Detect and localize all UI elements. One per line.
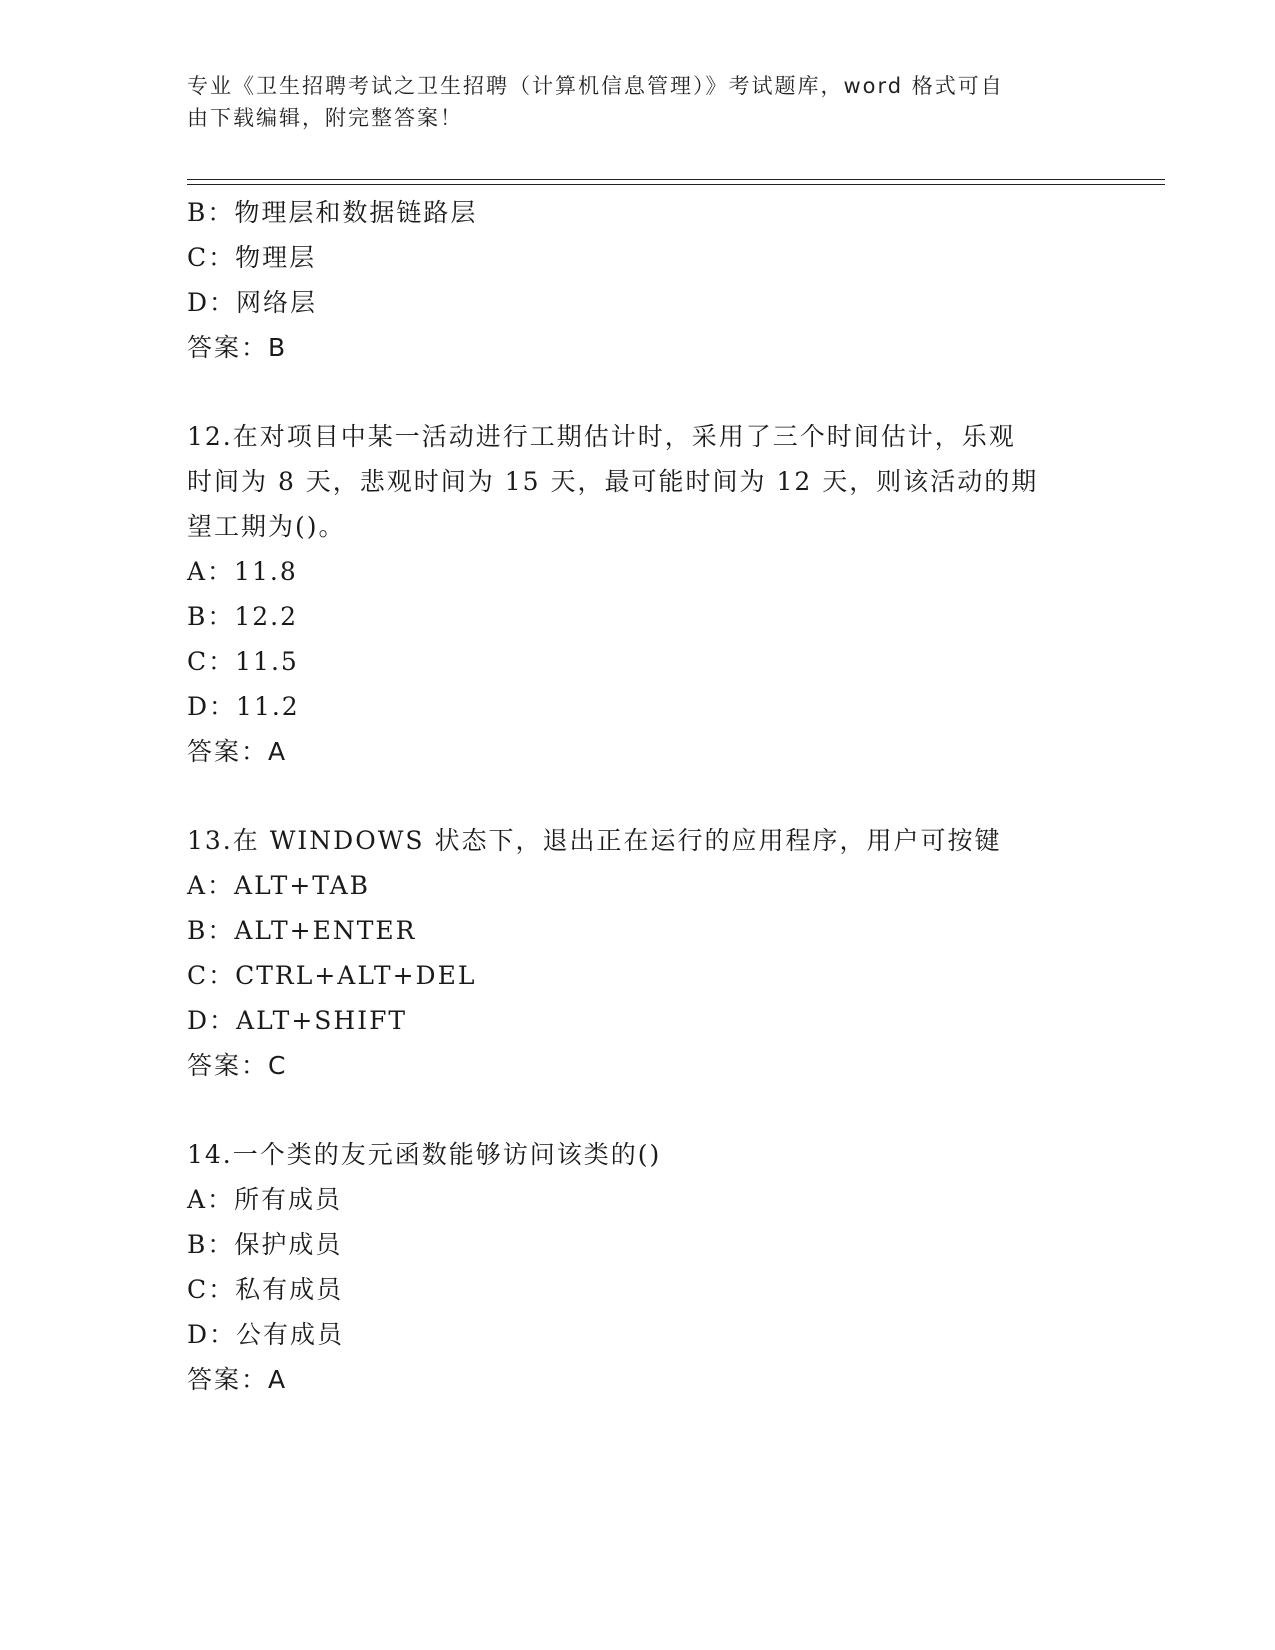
- header-rule-top: [187, 179, 1165, 180]
- option-d: D：ALT+SHIFT: [187, 1006, 408, 1035]
- answer-line: 答案：A: [187, 737, 288, 766]
- question-12-text-line: 时间为 8 天，悲观时间为 15 天，最可能时间为 12 天，则该活动的期: [187, 467, 1039, 496]
- header-rule-bottom: [187, 184, 1165, 185]
- option-b: B：12.2: [187, 602, 299, 631]
- option-a: A：ALT+TAB: [187, 871, 371, 900]
- option-b: B：保护成员: [187, 1230, 343, 1259]
- answer-line: 答案：A: [187, 1365, 288, 1394]
- option-c: C：物理层: [187, 243, 317, 272]
- answer-line: 答案：C: [187, 1051, 288, 1080]
- option-c: C：CTRL+ALT+DEL: [187, 961, 477, 990]
- option-c: C：私有成员: [187, 1275, 344, 1304]
- option-c: C：11.5: [187, 647, 299, 676]
- option-d: D：网络层: [187, 288, 318, 317]
- header-line-2: 由下载编辑，附完整答案！: [187, 106, 463, 130]
- option-a: A：所有成员: [187, 1185, 343, 1214]
- question-12-text-line: 12.在对项目中某一活动进行工期估计时，采用了三个时间估计，乐观: [187, 422, 1016, 451]
- question-13-text: 13.在 WINDOWS 状态下，退出正在运行的应用程序，用户可按键: [187, 826, 1002, 855]
- option-d: D：公有成员: [187, 1320, 345, 1349]
- document-header: [187, 70, 1067, 134]
- option-b: B：物理层和数据链路层: [187, 198, 478, 227]
- option-a: A：11.8: [187, 557, 298, 586]
- option-d: D：11.2: [187, 692, 300, 721]
- header-line-1: 专业《卫生招聘考试之卫生招聘（计算机信息管理）》考试题库，word 格式可自: [187, 74, 1004, 98]
- question-12-text-line: 望工期为()。: [187, 512, 346, 541]
- answer-line: 答案：B: [187, 333, 288, 362]
- question-14-text: 14.一个类的友元函数能够访问该类的(): [187, 1140, 662, 1169]
- option-b: B：ALT+ENTER: [187, 916, 417, 945]
